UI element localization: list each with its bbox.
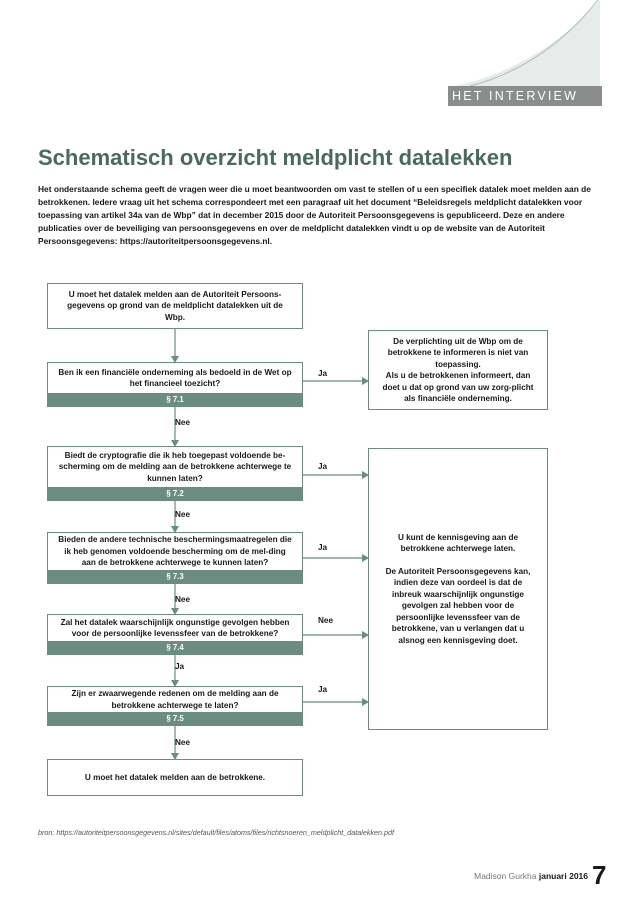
label-q2-yes: Ja <box>318 462 328 471</box>
footer-credit <box>420 871 588 881</box>
result-line: De Autoriteit Persoonsgegevens kan, indien deze van oordeel is dat de inbreuk waarschijnlijk ongunstige gevolgen zal hebben voor de persoonlijke levenssfeer van de betrokkene, van u verlangen dat u alsnog een kennisgeving doet. <box>385 566 531 645</box>
source-note: bron: https://autoriteitpersoonsgegevens.nl/sites/default/files/atoms/files/richtsnoeren_meldplicht_datalekken.pdf <box>38 828 394 837</box>
label-q5-no: Nee <box>175 738 191 747</box>
label-q3-yes: Ja <box>318 543 328 552</box>
result-line: De verplichting uit de Wbp om de betrokkene te informeren is niet van toepassing. <box>387 336 529 369</box>
question-text: Bieden de andere technische beschermingsmaatregelen die ik heb genomen voldoende bescherming om de mel-ding aan de betrokkene achterwege te kunnen laten? <box>58 535 292 568</box>
label-q1-yes: Ja <box>318 369 328 378</box>
result-box-financial <box>368 330 548 410</box>
footer-author: Madison Gurkha <box>474 871 537 881</box>
section-label: HET INTERVIEW <box>452 89 579 103</box>
question-box-7-1 <box>47 362 303 407</box>
footer-issue: januari 2016 <box>538 871 588 881</box>
paragraph-ref: § 7.4 <box>48 641 302 654</box>
paragraph-ref: § 7.2 <box>48 487 302 500</box>
question-text: Zal het datalek waarschijnlijk ongunstige gevolgen hebben voor de persoonlijke levenssfeer van de betrokkene? <box>60 617 290 638</box>
paragraph-ref: § 7.1 <box>48 393 302 406</box>
end-box <box>47 759 303 796</box>
result-line: Als u de betrokkenen informeert, dan doet u dat op grond van uw zorg-plicht als financiële onderneming. <box>382 371 534 403</box>
page-number: 7 <box>592 860 607 890</box>
question-box-7-5 <box>47 686 303 726</box>
question-box-7-4 <box>47 614 303 655</box>
label-q3-no: Nee <box>175 595 191 604</box>
label-q5-yes: Ja <box>318 685 328 694</box>
result-line: U kunt de kennisgeving aan de betrokkene achterwege laten. <box>397 532 519 554</box>
label-q1-no: Nee <box>175 418 191 427</box>
start-box <box>47 283 303 329</box>
label-q2-no: Nee <box>175 510 191 519</box>
question-box-7-2 <box>47 446 303 501</box>
end-text: U moet het datalek melden aan de betrokkene. <box>84 772 266 782</box>
page-title: Schematisch overzicht meldplicht datalekken <box>38 145 513 170</box>
label-q4-yes: Ja <box>175 662 185 671</box>
header-swoosh-light <box>455 0 600 86</box>
start-text: U moet het datalek melden aan de Autoriteit Persoons-gegevens op grond van de meldplicht datalekken uit de Wbp. <box>67 289 283 322</box>
question-text: Zijn er zwaarwegende redenen om de melding aan de betrokkene achterwege te laten? <box>71 689 279 710</box>
question-text: Ben ik een financiële onderneming als bedoeld in de Wet op het financieel toezicht? <box>58 367 292 388</box>
label-q4-no: Nee <box>318 616 334 625</box>
intro-paragraph: Het onderstaande schema geeft de vragen weer die u moet beantwoorden om vast te stellen of u een specifiek datalek moet melden aan de betrokkenen. Iedere vraag uit het schema correspondeert met een paragraaf uit het document “Beleidsregels meldplicht datalekken voor toepassing van artikel 34a van de Wbp” dat in december 2015 door de Autoriteit Persoonsgegevens is gepubliceerd. Deze en andere publicaties over de beveiliging van persoonsgegevens en over de meldplicht datalekken vindt u op de website van de Autoriteit Persoonsgegevens: https://autoriteitpersoonsgegevens.nl. <box>38 184 591 246</box>
question-text: Biedt de cryptografie die ik heb toegepast voldoende be-scherming om de melding aan de betrokkene achterwege te kunnen laten? <box>58 450 292 483</box>
question-box-7-3 <box>47 532 303 584</box>
paragraph-ref: § 7.3 <box>48 570 302 583</box>
result-box-optional <box>368 448 548 730</box>
paragraph-ref: § 7.5 <box>48 712 302 725</box>
